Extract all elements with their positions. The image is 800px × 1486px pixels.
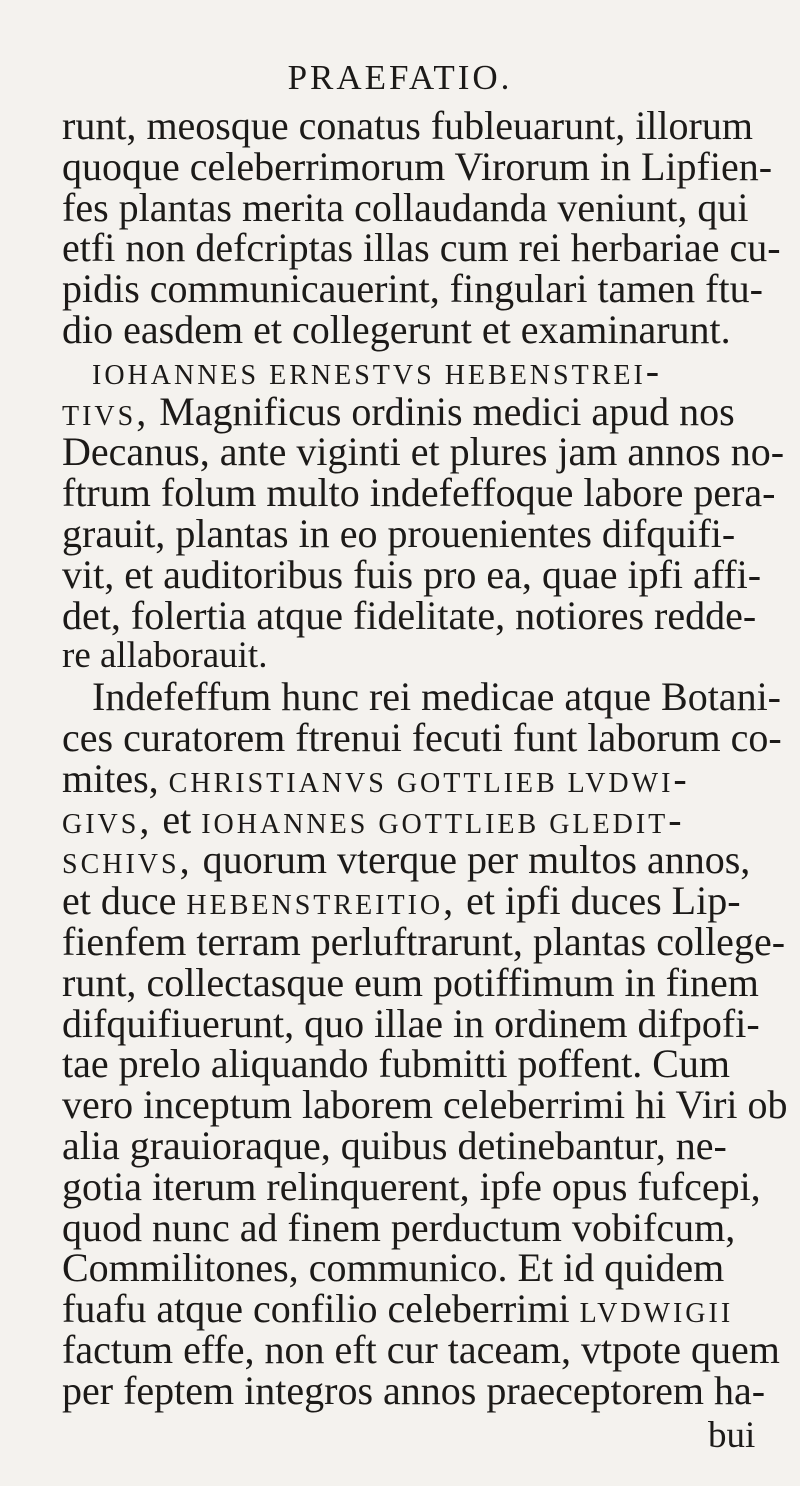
text-line: quod nunc ad finem perductum vobifcum, — [62, 1205, 736, 1250]
text-line: etfi non defcriptas illas cum rei herbariae cu- — [62, 225, 781, 270]
text-line: schivs, quorum vterque per multos annos, — [62, 837, 751, 882]
text-line: gotia iterum relinquerent, ipfe opus fufcepi, — [62, 1164, 761, 1209]
text-line: factum effe, non eft cur taceam, vtpote quem — [62, 1327, 780, 1372]
text-line: alia grauioraque, quibus detinebantur, ne- — [62, 1123, 727, 1168]
text-line: grauit, plantas in eo prouenientes difquifi- — [62, 511, 736, 556]
text-line: vero inceptum laborem celeberrimi hi Viri ob — [62, 1082, 788, 1127]
text-line: iohannes ernestvs hebenstrei- — [92, 348, 663, 393]
text-line: dio easdem et collegerunt et examinarunt. — [62, 307, 731, 352]
catchword: bui — [708, 1415, 756, 1456]
text-line: runt, meosque conatus fubleuarunt, illorum — [62, 103, 753, 148]
text-line: fienfem terram perluftrarunt, plantas college- — [62, 919, 786, 964]
text-line: tivs, Magnificus ordinis medici apud nos — [62, 389, 735, 434]
text-line: Commilitones, communico. Et id quidem — [62, 1245, 725, 1290]
text-line: difquifiuerunt, quo illae in ordinem difpofi- — [62, 1001, 760, 1046]
text-line: per feptem integros annos praeceptorem ha- — [62, 1368, 766, 1413]
text-line: fes plantas merita collaudanda veniunt, qui — [62, 185, 749, 230]
text-line: tae prelo aliquando fubmitti poffent. Cum — [62, 1041, 731, 1086]
page-header: PRAEFATIO. — [287, 58, 513, 97]
text-line: quoque celeberrimorum Virorum in Lipfien- — [62, 144, 773, 189]
text-line: pidis communicauerint, fingulari tamen ftu- — [62, 266, 763, 311]
text-line: Indefeffum hunc rei medicae atque Botani- — [92, 674, 781, 719]
text-line: mites, christianvs gottlieb lvdwi- — [62, 756, 690, 801]
text-line: vit, et auditoribus fuis pro ea, quae ipfi affi- — [62, 552, 762, 597]
text-line: det, folertia atque fidelitate, notiores redde- — [62, 593, 757, 638]
text-line: ces curatorem ftrenui fecuti funt laborum co- — [62, 715, 782, 760]
text-line: re allaborauit. — [62, 635, 268, 676]
text-line: Decanus, ante viginti et plures jam annos no- — [62, 429, 785, 474]
text-line: givs, et iohannes gottlieb gledit- — [62, 797, 685, 842]
text-line: runt, collectasque eum potiffimum in finem — [62, 960, 759, 1005]
text-line: et duce hebenstreitio, et ipfi duces Lip- — [62, 878, 741, 923]
text-line: ftrum folum multo indefeffoque labore pera- — [62, 470, 776, 515]
text-line: fuafu atque confilio celeberrimi lvdwigii — [62, 1286, 734, 1331]
